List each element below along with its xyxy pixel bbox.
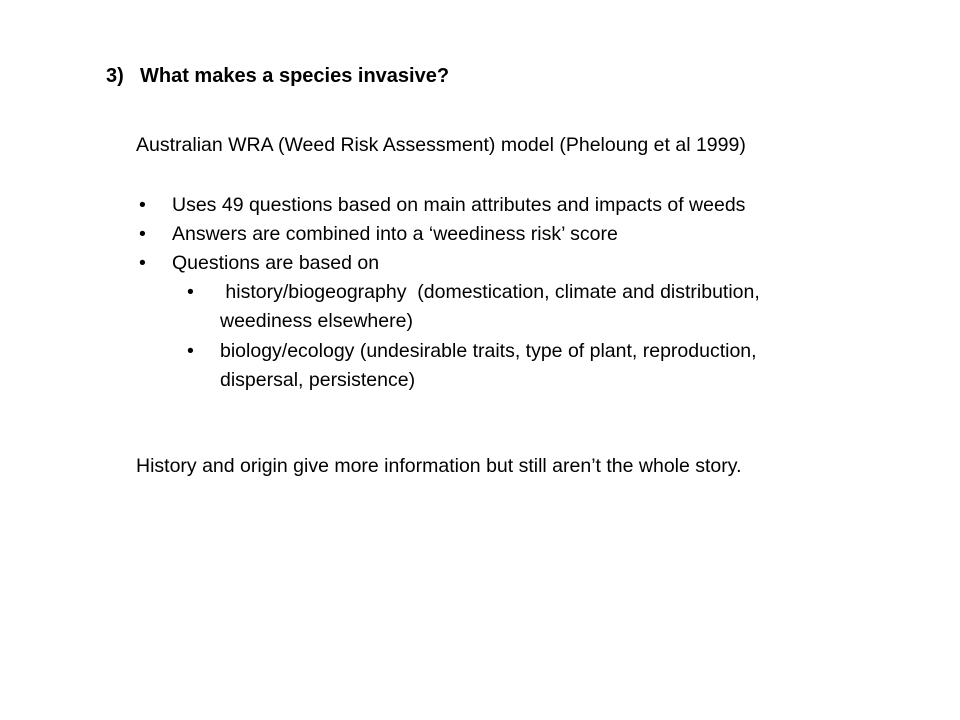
bullet-text: Uses 49 questions based on main attributes and impacts of weeds: [172, 194, 746, 216]
bullet-item: [136, 220, 760, 249]
bullet-list: [136, 191, 760, 395]
bullet-glyph: •: [187, 281, 194, 303]
sub-bullet-text-line2: weediness elsewhere): [220, 310, 413, 332]
bullet-text: Answers are combined into a ‘weediness risk’ score: [172, 223, 618, 245]
bullet-glyph: •: [139, 252, 146, 274]
conclusion-text: History and origin give more information but still aren’t the whole story.: [136, 455, 742, 477]
heading-title: What makes a species invasive?: [140, 65, 450, 87]
sub-bullet-text-line2: dispersal, persistence): [220, 369, 416, 391]
sub-bullet-item: [184, 337, 760, 395]
bullet-glyph: •: [139, 223, 146, 245]
bullet-item: [136, 191, 760, 220]
heading-number: 3): [106, 65, 124, 87]
sub-bullet-list: [184, 278, 760, 395]
bullet-glyph: •: [187, 340, 194, 362]
bullet-item: [136, 249, 760, 395]
sub-bullet-item: [184, 278, 760, 336]
bullet-text: Questions are based on: [172, 252, 380, 274]
intro-text: Australian WRA (Weed Risk Assessment) model (Pheloung et al 1999): [136, 134, 746, 156]
sub-bullet-text-line1: history/biogeography (domestication, climate and distribution,: [220, 281, 760, 303]
bullet-glyph: •: [139, 194, 146, 216]
slide-heading: [106, 63, 449, 89]
sub-bullet-text-line1: biology/ecology (undesirable traits, type of plant, reproduction,: [220, 340, 757, 362]
